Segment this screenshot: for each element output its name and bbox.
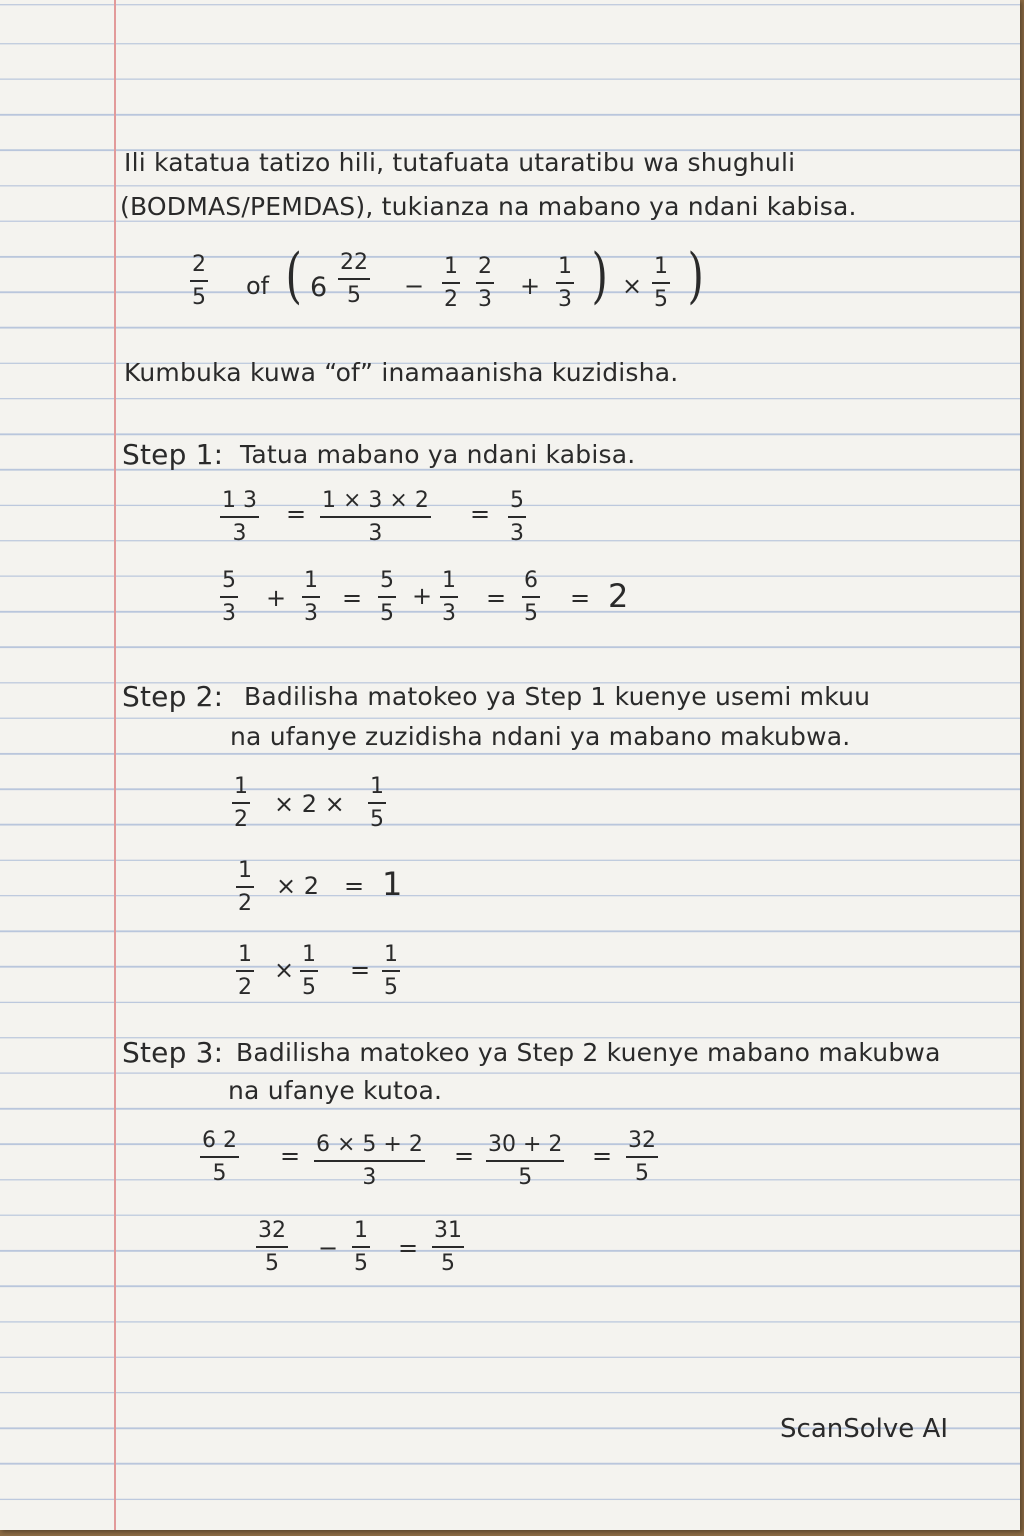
equals-sign: = <box>454 1142 475 1170</box>
equals-sign: = <box>344 872 365 900</box>
fraction: $\frac{5}{3}$ <box>510 488 524 546</box>
result-value: 2 <box>608 577 629 615</box>
note-text: Kumbuka kuwa “of” inamaanisha kuzidisha. <box>124 358 679 387</box>
fraction: $\frac{1}{3}$ <box>304 568 318 626</box>
result-value: 1 <box>382 865 403 903</box>
step2-label: Step 2: <box>122 680 224 713</box>
fraction: $\frac{6}{5}$ <box>524 568 538 626</box>
equals-sign: = <box>470 500 491 528</box>
of-word: of <box>246 272 270 300</box>
product-terms: × 2 <box>276 872 320 900</box>
step1-label: Step 1: <box>122 438 224 471</box>
close-paren: ) <box>687 241 704 311</box>
margin-line <box>114 0 116 1530</box>
intro-line-1: Ili katatua tatizo hili, tutafuata utaratibu wa shughuli <box>124 148 796 177</box>
fraction: $\frac{2}{3}$ <box>478 254 492 312</box>
fraction: $\frac{32}{5}$ <box>628 1128 656 1186</box>
minus-sign: − <box>404 272 425 300</box>
brand-watermark: ScanSolve AI <box>780 1414 948 1444</box>
step3-line-2: na ufanye kutoa. <box>228 1076 443 1105</box>
fraction: $\frac{31}{5}$ <box>434 1218 462 1276</box>
fraction: $\frac{1 \times 3 \times 2}{3}$ <box>322 488 429 546</box>
fraction: $\frac{1}{2}$ <box>444 254 458 312</box>
fraction: $\frac{2}{5}$ <box>192 252 206 310</box>
intro-line-2: (BODMAS/PEMDAS), tukianza na mabano ya ndani kabisa. <box>120 192 857 221</box>
plus-sign: + <box>266 584 287 612</box>
equals-sign: = <box>570 584 591 612</box>
step3-line-1: Badilisha matokeo ya Step 2 kuenye mabano makubwa <box>236 1038 941 1067</box>
fraction: $\frac{6 2}{5}$ <box>202 1128 237 1186</box>
fraction: $\frac{1}{3}$ <box>442 568 456 626</box>
fraction: $\frac{1}{2}$ <box>234 774 248 832</box>
fraction: $\frac{1}{2}$ <box>238 858 252 916</box>
whole-number: 6 <box>310 272 328 303</box>
equals-sign: = <box>486 584 507 612</box>
plus-sign: + <box>412 582 433 610</box>
product-terms: × 2 × <box>274 790 345 818</box>
fraction: $\frac{30 + 2}{5}$ <box>488 1132 563 1190</box>
equals-sign: = <box>286 500 307 528</box>
step3-label: Step 3: <box>122 1036 224 1069</box>
equals-sign: = <box>398 1234 419 1262</box>
open-paren: ( <box>285 241 302 311</box>
fraction: $\frac{1 3}{3}$ <box>222 488 257 546</box>
equals-sign: = <box>592 1142 613 1170</box>
step1-text: Tatua mabano ya ndani kabisa. <box>240 440 636 469</box>
times-sign: × <box>274 956 295 984</box>
fraction: $\frac{22}{5}$ <box>340 250 368 308</box>
equals-sign: = <box>280 1142 301 1170</box>
fraction: $\frac{1}{5}$ <box>384 942 398 1000</box>
close-paren: ) <box>591 241 608 311</box>
fraction: $\frac{1}{2}$ <box>238 942 252 1000</box>
fraction: $\frac{32}{5}$ <box>258 1218 286 1276</box>
times-sign: × <box>622 272 643 300</box>
equals-sign: = <box>342 584 363 612</box>
plus-sign: + <box>520 272 541 300</box>
step2-line-1: Badilisha matokeo ya Step 1 kuenye usemi mkuu <box>244 682 871 711</box>
minus-sign: − <box>318 1234 339 1262</box>
fraction: $\frac{1}{5}$ <box>302 942 316 1000</box>
fraction: $\frac{1}{3}$ <box>558 254 572 312</box>
fraction: $\frac{1}{5}$ <box>370 774 384 832</box>
fraction: $\frac{6 \times 5 + 2}{3}$ <box>316 1132 423 1190</box>
fraction: $\frac{1}{5}$ <box>354 1218 368 1276</box>
fraction: $\frac{5}{5}$ <box>380 568 394 626</box>
equals-sign: = <box>350 956 371 984</box>
fraction: $\frac{5}{3}$ <box>222 568 236 626</box>
fraction: $\frac{1}{5}$ <box>654 254 668 312</box>
step2-line-2: na ufanye zuzidisha ndani ya mabano makubwa. <box>230 722 851 751</box>
